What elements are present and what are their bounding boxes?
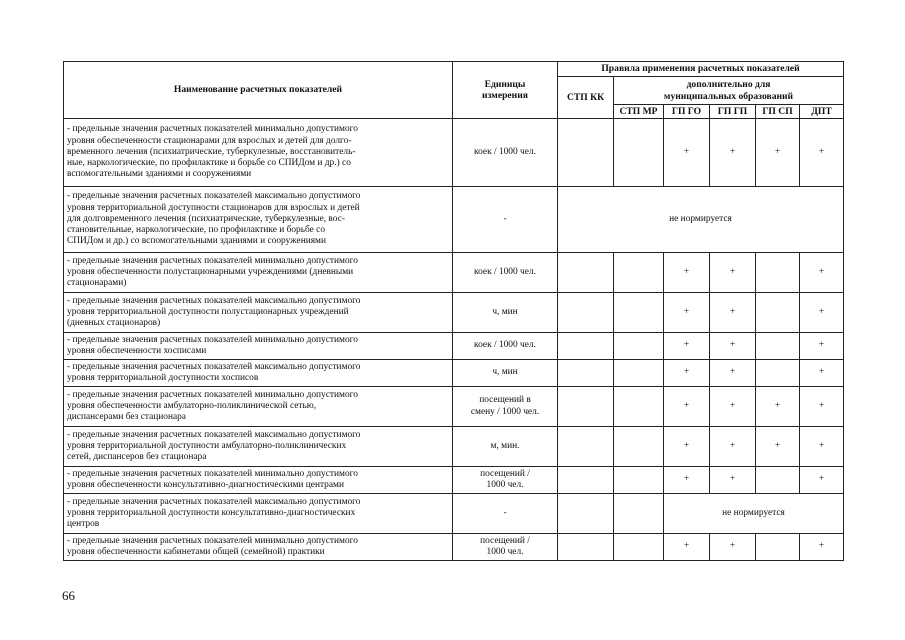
rule-mark: +: [800, 360, 844, 387]
header-col-gp-sp: ГП СП: [756, 105, 800, 119]
header-col-gp-gp: ГП ГП: [710, 105, 756, 119]
table-body: [64, 119, 844, 561]
indicator-unit: -: [453, 494, 558, 534]
rule-mark: [558, 333, 614, 360]
table-row: [64, 333, 844, 360]
rule-mark: +: [800, 534, 844, 561]
rule-mark: +: [800, 387, 844, 427]
rule-mark: +: [710, 387, 756, 427]
rule-mark: +: [664, 333, 710, 360]
table-row: [64, 494, 844, 534]
rule-mark: +: [800, 253, 844, 293]
indicator-unit: ч, мин: [453, 293, 558, 333]
rule-mark: +: [756, 387, 800, 427]
rule-mark: +: [664, 387, 710, 427]
rule-mark: [614, 293, 664, 333]
rule-mark: [756, 333, 800, 360]
header-unit: Единицы измерения: [453, 62, 558, 119]
rule-mark: [558, 253, 614, 293]
rule-mark: +: [800, 333, 844, 360]
rule-mark: +: [710, 253, 756, 293]
indicator-name: - предельные значения расчетных показателей максимально допустимого уровня территориальной доступности консультативно-диагностических центров: [64, 494, 453, 534]
not-normalized-label: не нормируется: [664, 494, 844, 534]
table-row: [64, 119, 844, 187]
rule-mark: [558, 534, 614, 561]
indicators-table: [63, 61, 844, 561]
header-col-gp-go: ГП ГО: [664, 105, 710, 119]
rule-mark: +: [800, 427, 844, 467]
indicator-name: - предельные значения расчетных показателей минимально допустимого уровня обеспеченности кабинетами общей (семейной) практики: [64, 534, 453, 561]
indicator-name: - предельные значения расчетных показателей минимально допустимого уровня обеспеченности хосписами: [64, 333, 453, 360]
rule-mark: +: [710, 293, 756, 333]
header-col-stp-mr: СТП МР: [614, 105, 664, 119]
rule-mark: +: [710, 427, 756, 467]
not-normalized-label: не нормируется: [558, 187, 844, 253]
rule-mark: +: [756, 119, 800, 187]
indicator-name: - предельные значения расчетных показателей минимально допустимого уровня обеспеченности амбулаторно-поликлинической сетью, диспансерами без стационара: [64, 387, 453, 427]
indicator-unit: коек / 1000 чел.: [453, 253, 558, 293]
rule-mark: +: [756, 427, 800, 467]
indicator-unit: посещений / 1000 чел.: [453, 534, 558, 561]
table-row: [64, 253, 844, 293]
rule-mark: [558, 494, 614, 534]
indicator-name: - предельные значения расчетных показателей максимально допустимого уровня территориальной доступности амбулаторно-поликлинических сетей, диспансеров без стационара: [64, 427, 453, 467]
table-row: [64, 534, 844, 561]
rule-mark: +: [710, 360, 756, 387]
rule-mark: [614, 534, 664, 561]
rule-mark: +: [664, 467, 710, 494]
table-row: [64, 293, 844, 333]
header-stp-kk: СТП КК: [558, 77, 614, 119]
page-number: 66: [62, 588, 75, 603]
indicator-name: - предельные значения расчетных показателей минимально допустимого уровня обеспеченности стационарами для взрослых и детей для долго- временного лечения (психиатрические, туберкулезные, восстановитель- ные, наркологические, по профилактике и борьбе со СПИДом и др.) со вспомогательными зданиями и сооружениями: [64, 119, 453, 187]
rule-mark: [756, 534, 800, 561]
indicator-name: - предельные значения расчетных показателей максимально допустимого уровня территориальной доступности хосписов: [64, 360, 453, 387]
rule-mark: [614, 494, 664, 534]
rule-mark: [614, 119, 664, 187]
header-rules: Правила применения расчетных показателей: [558, 62, 844, 77]
rule-mark: +: [664, 253, 710, 293]
table-row: [64, 427, 844, 467]
rule-mark: +: [664, 534, 710, 561]
rule-mark: [558, 467, 614, 494]
indicator-name: - предельные значения расчетных показателей минимально допустимого уровня обеспеченности полустационарными учреждениями (дневными стационарами): [64, 253, 453, 293]
indicator-unit: м, мин.: [453, 427, 558, 467]
rule-mark: +: [710, 333, 756, 360]
rule-mark: +: [664, 293, 710, 333]
rule-mark: [614, 333, 664, 360]
rule-mark: [756, 467, 800, 494]
rule-mark: [558, 427, 614, 467]
rule-mark: +: [800, 467, 844, 494]
indicator-name: - предельные значения расчетных показателей минимально допустимого уровня обеспеченности консультативно-диагностическими центрами: [64, 467, 453, 494]
indicator-name: - предельные значения расчетных показателей максимально допустимого уровня территориальной доступности полустационарных учреждений (дневных стационаров): [64, 293, 453, 333]
rule-mark: +: [710, 467, 756, 494]
table-row: [64, 467, 844, 494]
rule-mark: +: [710, 534, 756, 561]
header-name: Наименование расчетных показателей: [64, 62, 453, 119]
rule-mark: +: [800, 293, 844, 333]
rule-mark: [558, 360, 614, 387]
header-extra: дополнительно для муниципальных образований: [614, 77, 844, 105]
indicator-unit: ч, мин: [453, 360, 558, 387]
rule-mark: +: [664, 427, 710, 467]
rule-mark: [614, 427, 664, 467]
table-row: [64, 360, 844, 387]
indicator-name: - предельные значения расчетных показателей максимально допустимого уровня территориальной доступности стационаров для взрослых и детей для долговременного лечения (психиатрические, туберкулезные, вос- становительные, наркологические, по профилактике и борьбе со СПИДом и др.) со вспомогательными зданиями и сооружениями: [64, 187, 453, 253]
rule-mark: [614, 387, 664, 427]
rule-mark: [558, 293, 614, 333]
indicator-unit: -: [453, 187, 558, 253]
rule-mark: [756, 360, 800, 387]
rule-mark: +: [664, 360, 710, 387]
rule-mark: [614, 360, 664, 387]
table-row: [64, 387, 844, 427]
indicator-unit: коек / 1000 чел.: [453, 333, 558, 360]
rule-mark: [614, 253, 664, 293]
rule-mark: [756, 293, 800, 333]
rule-mark: +: [664, 119, 710, 187]
rule-mark: [756, 253, 800, 293]
table-row: [64, 187, 844, 253]
indicator-unit: коек / 1000 чел.: [453, 119, 558, 187]
rule-mark: [558, 119, 614, 187]
rule-mark: [558, 387, 614, 427]
rule-mark: +: [710, 119, 756, 187]
rule-mark: [614, 467, 664, 494]
indicator-unit: посещений в смену / 1000 чел.: [453, 387, 558, 427]
indicator-unit: посещений / 1000 чел.: [453, 467, 558, 494]
header-col-dpt: ДПТ: [800, 105, 844, 119]
rule-mark: +: [800, 119, 844, 187]
